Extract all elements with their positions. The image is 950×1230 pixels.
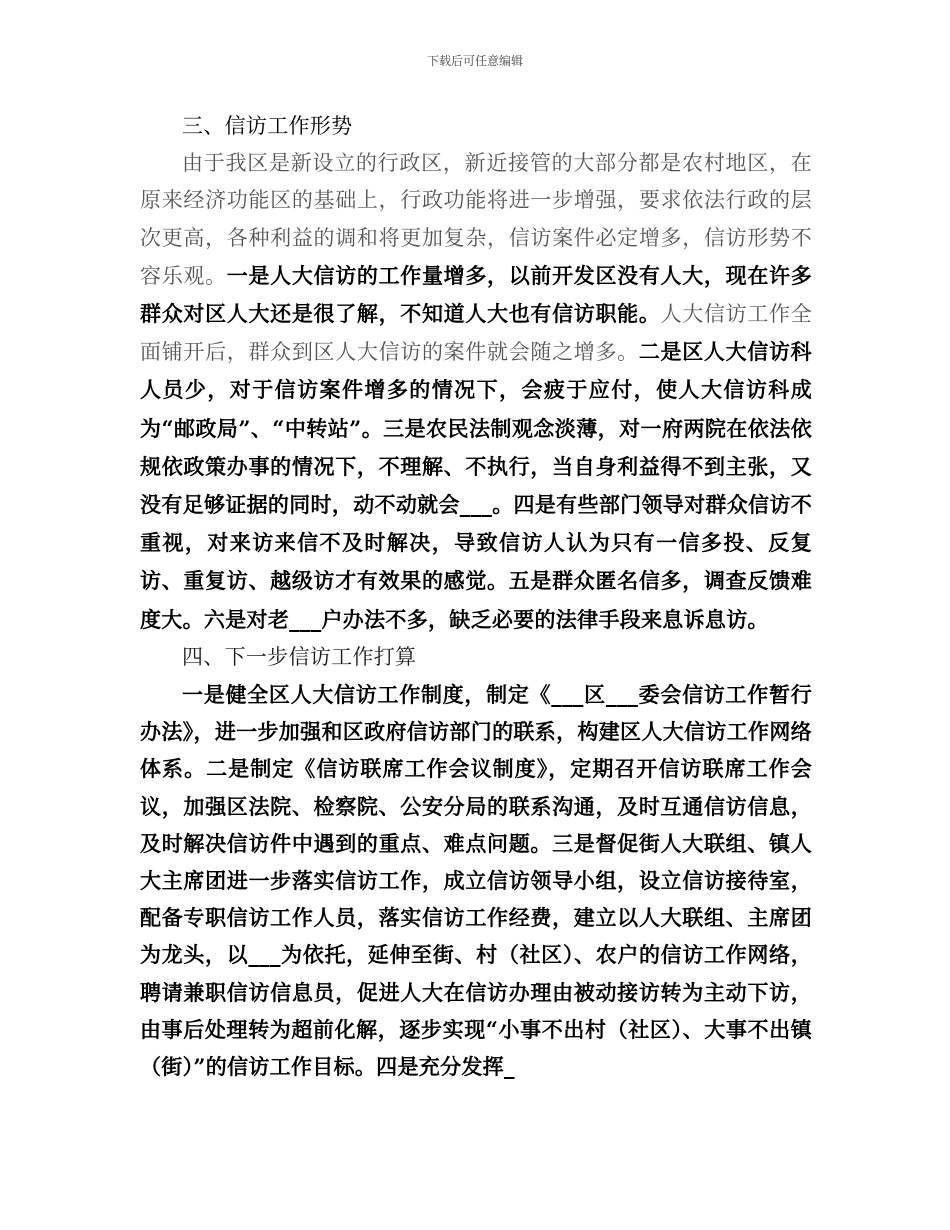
paragraph-plan: 一是健全区人大信访工作制度，制定《___区___委会信访工作暂行办法》，进一步加强和区政府信访部门的联系，构建区人大信访工作网络体系。二是制定《信访联席工作会议制度》，定期召开信访联席工作会议，加强区法院、检察院、公安分局的联系沟通，及时互通信访信息，及时解决信访件中遇到的重点、难点问题。三是督促街人大联组、镇人大主席团进一步落实信访工作，成立信访领导小组，设立信访接待室，配备专职信访工作人员，落实信访工作经费，建立以人大联组、主席团为龙头，以___为依托，延伸至街、村（社区）、农户的信访工作网络，聘请兼职信访信息员，促进人大在信访办理由被动接访转为主动下访，由事后处理转为超前化解，逐步实现“小事不出村（社区）、大事不出镇（街）”的信访工作目标。四是充分发挥_ (140, 682, 812, 1080)
text-run-point-one-cont: 人大信访工作全面铺开后，群众到区人大信访的案件就会随之增多。 (140, 302, 812, 365)
text-run-points-rest: 二是区人大信访科人员少，对于信访案件增多的情况下，会疲于应付，使人大信访科成为“邮政局”、“中转站”。三是农民法制观念淡薄，对一府两院在依法依规依政策办事的情况下，不理解、不执行，当自身利益得不到主张，又没有足够证据的同时，动不动就会___。四是有些部门领导对群众信访不重视，对来访来信不及时解决，导致信访人认为只有一信多投、反复访、重复访、越级访才有效果的感觉。五是群众匿名信多，调查反馈难度大。六是对老___户办法不多，缺乏必要的法律手段来息诉息访。 (140, 339, 812, 632)
paragraph-situation (140, 145, 812, 639)
document-body (140, 108, 812, 1085)
page-header: 下载后可任意编辑 (426, 54, 523, 68)
text-run-intro: 由于我区是新设立的行政区，新近接管的大部分都是农村地区，在原来经济功能区的基础上，行政功能将进一步增强，要求依法行政的层次更高，各种利益的调和将更加复杂，信访案件必定增多，信访形势不容乐观。 (140, 151, 812, 288)
text-run-point-one: 一是人大信访的工作量增多，以前开发区没有人大，现在许多群众对区人大还是很了解，不知道人大也有信访职能。 (140, 262, 812, 327)
section-heading-plan: 四、下一步信访工作打算 (182, 644, 417, 669)
section-heading-situation: 三、信访工作形势 (182, 114, 353, 138)
